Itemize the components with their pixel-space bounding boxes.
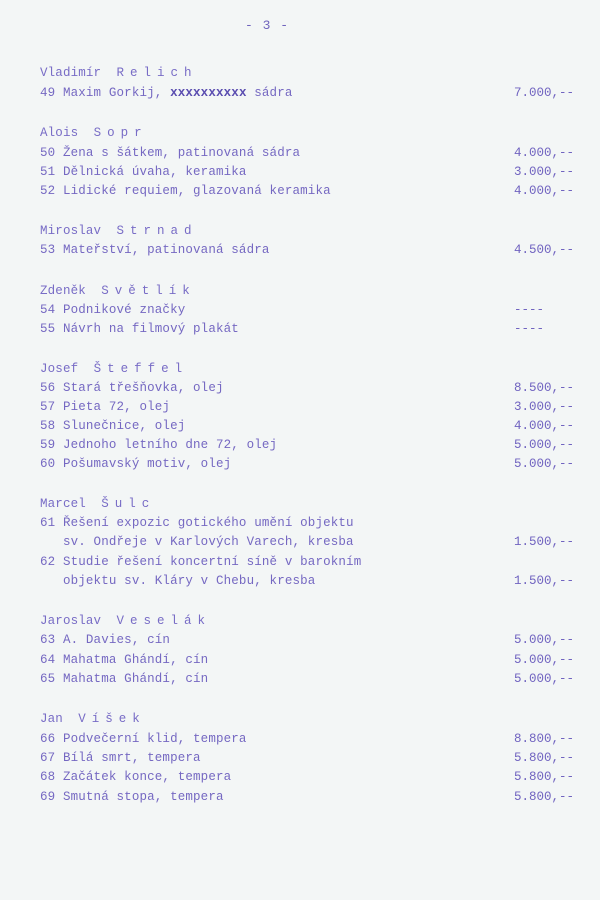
artwork-title: 51 Dělnická úvaha, keramika [40, 165, 247, 179]
price: 5.000,-- [514, 633, 575, 647]
artwork-item [40, 243, 270, 257]
price: 1.500,-- [514, 535, 575, 549]
price: 5.000,-- [514, 457, 575, 471]
artist-first-name: Zdeněk [40, 284, 102, 298]
artwork-title: 62 Studie řešení koncertní síně v barokním [40, 555, 362, 569]
artwork-title: 61 Řešení expozic gotického umění objektu [40, 516, 354, 530]
artwork-item [40, 770, 231, 784]
artwork-title: 54 Podnikové značky [40, 303, 186, 317]
artist-heading [40, 497, 155, 511]
artist-heading [40, 712, 146, 726]
artist-first-name: Miroslav [40, 224, 117, 238]
artwork-item [40, 381, 224, 395]
artist-first-name: Marcel [40, 497, 102, 511]
artwork-title: 55 Návrh na filmový plakát [40, 322, 239, 336]
artwork-item [40, 516, 354, 530]
price: 3.000,-- [514, 165, 575, 179]
artist-first-name: Jan [40, 712, 79, 726]
artwork-item [40, 303, 185, 317]
artwork-item [40, 751, 201, 765]
artwork-item [40, 653, 208, 667]
artist-first-name: Jaroslav [40, 614, 117, 628]
artwork-title: 56 Stará třešňovka, olej [40, 381, 224, 395]
artwork-item [40, 400, 170, 414]
artwork-title: 66 Podvečerní klid, tempera [40, 732, 247, 746]
artwork-item [40, 322, 239, 336]
artwork-item [40, 535, 354, 549]
artist-surname: Relich [116, 66, 198, 80]
artwork-title: 60 Pošumavský motiv, olej [40, 457, 232, 471]
price: 8.800,-- [514, 732, 575, 746]
artist-first-name: Alois [40, 126, 94, 140]
artist-heading [40, 66, 198, 80]
artwork-title: 53 Mateřství, patinovaná sádra [40, 243, 270, 257]
price: 4.000,-- [514, 146, 575, 160]
artwork-title: 64 Mahatma Ghándí, cín [40, 653, 209, 667]
struck-out-word: xxxxxxxxxx [170, 86, 247, 100]
artwork-item [40, 457, 231, 471]
page-number: - 3 - [245, 18, 290, 33]
artwork-item [40, 419, 185, 433]
artist-surname: Sopr [93, 126, 148, 140]
price: 8.500,-- [514, 381, 575, 395]
artist-surname: Víšek [78, 712, 146, 726]
artist-heading [40, 224, 198, 238]
price: 4.000,-- [514, 419, 575, 433]
artist-first-name: Josef [40, 362, 94, 376]
artwork-material: sádra [246, 86, 293, 100]
artwork-title: 57 Pieta 72, olej [40, 400, 171, 414]
artwork-item [40, 146, 300, 160]
price: 3.000,-- [514, 400, 575, 414]
artwork-item [40, 633, 170, 647]
artist-heading [40, 126, 148, 140]
price: 5.800,-- [514, 790, 575, 804]
price: ---- [514, 303, 545, 317]
artwork-title: 58 Slunečnice, olej [40, 419, 186, 433]
artwork-item [40, 555, 361, 569]
artwork-item [40, 732, 247, 746]
price: 5.000,-- [514, 438, 575, 452]
artwork-item [40, 165, 247, 179]
artwork-item [40, 790, 224, 804]
price: 5.800,-- [514, 751, 575, 765]
artist-surname: Světlík [101, 284, 196, 298]
artist-surname: Šteffel [93, 362, 189, 376]
price: 7.000,-- [514, 86, 575, 100]
price: 4.500,-- [514, 243, 575, 257]
artwork-title: 50 Žena s šátkem, patinovaná sádra [40, 146, 301, 160]
artwork-title: 68 Začátek konce, tempera [40, 770, 232, 784]
artwork-title: objektu sv. Kláry v Chebu, kresba [40, 574, 316, 588]
artist-heading [40, 614, 211, 628]
artwork-title: 63 A. Davies, cín [40, 633, 171, 647]
artist-surname: Veselák [116, 614, 212, 628]
price: 5.000,-- [514, 653, 575, 667]
artwork-title: 49 Maxim Gorkij, [40, 86, 171, 100]
price: 1.500,-- [514, 574, 575, 588]
artist-surname: Strnad [116, 224, 198, 238]
artwork-title: 52 Lidické requiem, glazovaná keramika [40, 184, 331, 198]
artwork-item [40, 672, 208, 686]
artwork-item [40, 184, 331, 198]
artwork-item [40, 574, 315, 588]
price: 4.000,-- [514, 184, 575, 198]
price: 5.000,-- [514, 672, 575, 686]
price: 5.800,-- [514, 770, 575, 784]
artwork-item [40, 438, 277, 452]
artwork-title: 59 Jednoho letního dne 72, olej [40, 438, 278, 452]
artwork-title: 67 Bílá smrt, tempera [40, 751, 201, 765]
artwork-title: 69 Smutná stopa, tempera [40, 790, 224, 804]
artwork-title: sv. Ondřeje v Karlových Varech, kresba [40, 535, 354, 549]
price: ---- [514, 322, 545, 336]
artist-heading [40, 284, 196, 298]
artist-heading [40, 362, 188, 376]
artwork-title: 65 Mahatma Ghándí, cín [40, 672, 209, 686]
artist-first-name: Vladimír [40, 66, 117, 80]
artist-surname: Šulc [101, 497, 156, 511]
artwork-item [40, 86, 293, 100]
